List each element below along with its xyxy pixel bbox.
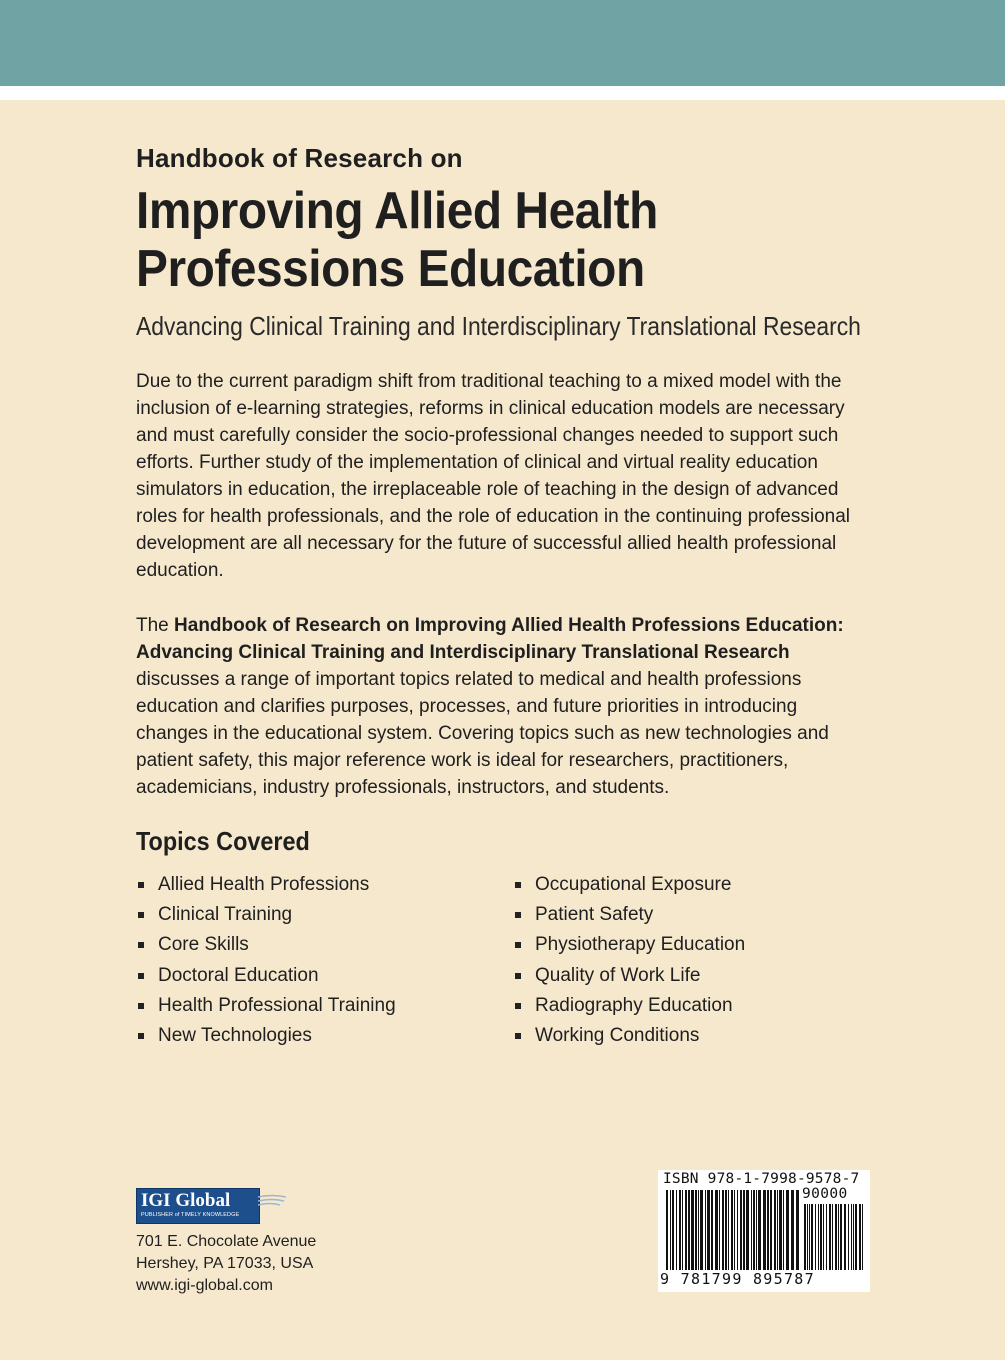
book-subtitle: Advancing Clinical Training and Interdisciplinary Translational Research (136, 311, 861, 341)
bullet-icon (515, 882, 521, 888)
bullet-icon (515, 942, 521, 948)
publisher-address (136, 1231, 316, 1297)
topic-label: Allied Health Professions (158, 874, 370, 895)
topic-label: Occupational Exposure (535, 874, 732, 895)
bullet-icon (515, 1003, 521, 1009)
topics-list-right (513, 870, 745, 1051)
logo-swoosh-icon (258, 1192, 286, 1214)
topic-label: Working Conditions (535, 1024, 700, 1046)
paragraph-2-text: discusses a range of important topics related to medical and health professions education and clarifies purposes, processes, and future priorities in introducing changes in the educational system. Covering topics such as new technologies and patient safety, this major reference work is ideal for researchers, practitioners, academicians, industry professionals, instructors, and students. (136, 669, 829, 798)
bullet-icon (138, 973, 144, 979)
title-line-1: Improving Allied Health (136, 182, 658, 240)
bullet-icon (515, 1033, 521, 1039)
topics-heading: Topics Covered (136, 826, 310, 856)
bullet-icon (515, 973, 521, 979)
topic-label: Health Professional Training (158, 994, 396, 1016)
logo-tagline: PUBLISHER of TIMELY KNOWLEDGE (141, 1212, 240, 1218)
barcode-digits: 9 781799 895787 (660, 1270, 815, 1288)
list-item (136, 991, 396, 1021)
logo-name: IGI Global (141, 1190, 231, 1211)
address-city: Hershey, PA 17033, USA (136, 1255, 314, 1272)
publisher-logo (136, 1188, 260, 1224)
topics-list-left (136, 870, 396, 1051)
bullet-icon (138, 882, 144, 888)
topic-label: Physiotherapy Education (535, 934, 746, 956)
topic-label: Doctoral Education (158, 964, 319, 986)
white-divider-strip (0, 86, 1005, 100)
list-item (136, 870, 396, 900)
barcode-panel (658, 1170, 870, 1292)
topic-label: Core Skills (158, 934, 249, 956)
topic-label: New Technologies (158, 1024, 312, 1046)
topic-label: Patient Safety (535, 904, 654, 926)
paragraph-2-prefix: The (136, 615, 175, 636)
paragraph-2-bold-title: Handbook of Research on Improving Allied Health Professions Education: Advancing Clinical Training and Interdisciplinary Translational Research (136, 615, 844, 663)
publisher-website: www.igi-global.com (136, 1277, 273, 1294)
bullet-icon (138, 1033, 144, 1039)
title-line-2: Professions Education (136, 240, 645, 298)
list-item (513, 900, 745, 930)
list-item (136, 930, 396, 960)
top-color-band (0, 0, 1005, 86)
isbn-text: ISBN 978-1-7998-9578-7 (663, 1171, 860, 1187)
bullet-icon (138, 912, 144, 918)
description-paragraph-1: Due to the current paradigm shift from traditional teaching to a mixed model with the inclusion of e-learning strategies, reforms in clinical education models are necessary and must carefully consider the socio-professional changes needed to support such efforts. Further study of the implementation of clinical and virtual reality education simulators in education, the irreplaceable role of teaching in the design of advanced roles for health professionals, and the role of education in the continuing professional development are all necessary for the future of successful allied health professional education. (136, 371, 851, 581)
list-item (513, 991, 745, 1021)
bullet-icon (515, 912, 521, 918)
price-code: 90000 (802, 1186, 848, 1202)
topic-label: Radiography Education (535, 994, 733, 1016)
list-item (136, 900, 396, 930)
topic-label: Clinical Training (158, 904, 293, 926)
list-item (136, 961, 396, 991)
address-street: 701 E. Chocolate Avenue (136, 1233, 317, 1250)
list-item (513, 1021, 745, 1051)
series-kicker: Handbook of Research on (136, 143, 463, 173)
bullet-icon (138, 942, 144, 948)
book-title (136, 182, 658, 298)
bullet-icon (138, 1003, 144, 1009)
list-item (513, 870, 745, 900)
description-paragraph-2 (136, 612, 866, 801)
list-item (136, 1021, 396, 1051)
list-item (513, 930, 745, 960)
list-item (513, 961, 745, 991)
topic-label: Quality of Work Life (535, 964, 701, 986)
